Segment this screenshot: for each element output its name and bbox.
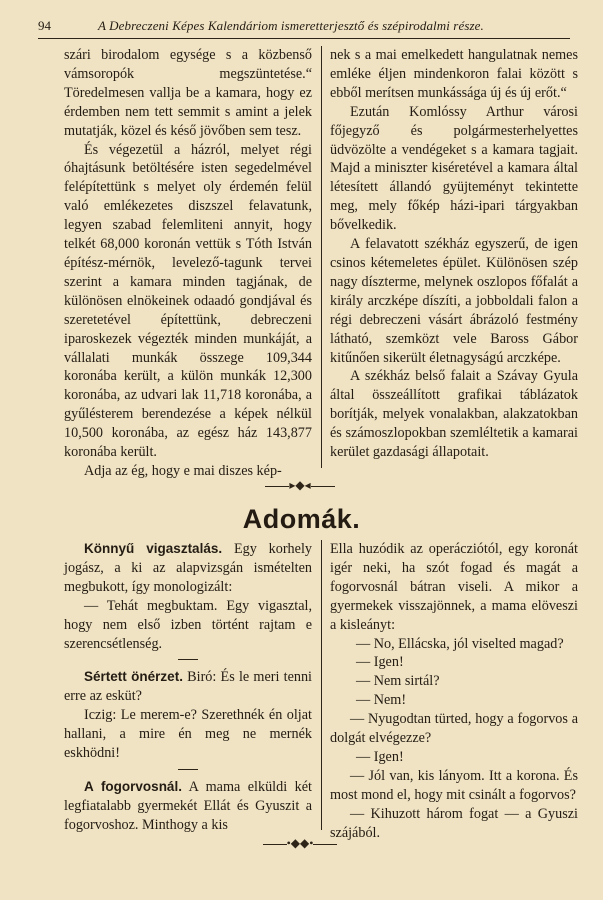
- ornament-divider: [220, 478, 380, 493]
- column-divider: [321, 46, 322, 468]
- dialogue-line: — Igen!: [356, 748, 404, 765]
- joke-paragraph: Ella huzódik az operácziótól, egy koronát igér neki, ha szót fogad és magát a fogorvosnál bátran viseli. A mikor a gyermekek visszajönnek, a mama elöveszi a kisleányt:: [330, 541, 578, 633]
- ornament-glyph: ▸◆◂: [289, 478, 311, 492]
- article-paragraph: Adja az ég, hogy e mai diszes kép-: [84, 462, 282, 479]
- dialogue-line: — Kihuzott három fogat — a Gyuszi szájából.: [330, 805, 578, 841]
- dialogue-line: — Nem sirtál?: [356, 673, 440, 690]
- dialogue-line: — Nyugodtan türted, hogy a fogorvos a dolgát elvégezze?: [330, 711, 578, 747]
- separator: [178, 659, 198, 660]
- jokes-right-column: [330, 540, 578, 843]
- joke-paragraph: — Tehát megbuktam. Egy vigasztal, hogy nem első izben történt rajtam e szerencsétlenség.: [64, 597, 312, 652]
- joke-title: A fogorvosnál.: [84, 778, 182, 794]
- running-header: [38, 16, 570, 39]
- page-number: 94: [38, 18, 51, 33]
- article-left-column: [64, 46, 312, 481]
- dialogue-line: — No, Ellácska, jól viselted magad?: [356, 635, 564, 652]
- article-paragraph: És végezetül a házról, melyet régi óhajtásunk betöltésére isten segedelmével felépítettünk s melyet oly érdemén felül való emlékezetes diszszel felavatunk, legyen szabad felemliteni annyit, hogy telkét 68,000 koronán vettük s Tóth István építész-mérnök, levelező-tagunk tervei szerint a kamara minden tagjának, de különösen elnökeinek odaadó gondjával és szeretetével építettünk, debreczeni iparoskezek végezték minden munkáját, a vállalati munkák összege 109,344 koronába került, a külön munkák 12,300 koronába, az udvari lak 11,718 koronába, a gyűlésterem berendezése a képek nélkül 10,500 koronába, az egész ház 143,877 koronába került.: [64, 141, 312, 461]
- joke-paragraph: Iczig: Le merem-e? Szerethnék én oljat hallani, a mire én meg ne mernék eskhödni!: [64, 707, 312, 762]
- article-paragraph: szári birodalom egysége s a közbenső vámsoropók megszüntetése.“ Töredelmesen vallja be a kamara, hogy ez érdemben nem tett semmit s amint a jelek mutatják, közel és késő jövőben sem tesz.: [64, 47, 312, 139]
- joke-title: Sértett önérzet.: [84, 669, 183, 685]
- joke-paragraph: [64, 668, 312, 706]
- joke-text: A mama elküldi két legfiatalabb gyermekét Ellát és Gyuszit a fogorvoshoz. Minthogy a kis: [64, 778, 312, 833]
- article-paragraph: nek s a mai emelkedett hangulatnak nemes emléke éljen mindenkoron falai között s ebből merítsen munkássága új és új erőt.“: [330, 47, 578, 101]
- dialogue-line: — Jól van, kis lányom. Itt a korona. És most mond el, hogy mit csinált a fogorvos?: [330, 767, 578, 803]
- article-right-column: [330, 46, 578, 462]
- separator: [178, 769, 198, 770]
- section-title: Adomák.: [242, 504, 361, 534]
- joke-paragraph: [64, 540, 312, 597]
- jokes-left-column: [64, 540, 312, 835]
- article-paragraph: A székház belső falait a Szávay Gyula által összeállított grafikai táblázatok borítják, melyek vonalakban, alakzatokban és számoszlopokban szemléltetik a kamarai kerület gazdasági állapotait.: [330, 368, 578, 461]
- dialogue-line: — Nem!: [356, 692, 407, 709]
- ornament-end: [220, 836, 380, 851]
- ornament-glyph: •◆◆•: [286, 836, 314, 850]
- dialogue-line: — Igen!: [356, 654, 404, 671]
- article-paragraph: A felavatott székház egyszerű, de igen csinos kétemeletes épület. Különösen szép nagy díszterme, melynek oszlopos főfalát a király arczképe díszíti, a jobboldali falon a régi debreczeni vásárt ábrázoló festmény látható, szemközt vele Baross Gábor kitűnően sikerült életnagyságú arczképe.: [330, 236, 578, 366]
- article-paragraph: Ezután Komlóssy Arthur városi főjegyző és polgármesterhelyettes üdvözölte a vendégeket s a kamara tagjait. Majd a miniszter kiséretével a kamara által létesített állandó gyüjteményt tekintette meg, mely főkép házi-ipari tárgyakban bővelkedik.: [330, 103, 578, 234]
- column-divider: [321, 540, 322, 830]
- joke-title: Könnyű vigasztalás.: [84, 541, 223, 556]
- header-title: A Debreczeni Képes Kalendáriom ismeretterjesztő és szépirodalmi része.: [98, 18, 484, 33]
- joke-text: Egy korhely jogász, a ki az alapvizsgán ismételten megbukott, így monologizált:: [64, 541, 312, 595]
- joke-text: Biró: És le meri tenni erre az esküt?: [64, 669, 312, 705]
- joke-paragraph: [64, 778, 312, 835]
